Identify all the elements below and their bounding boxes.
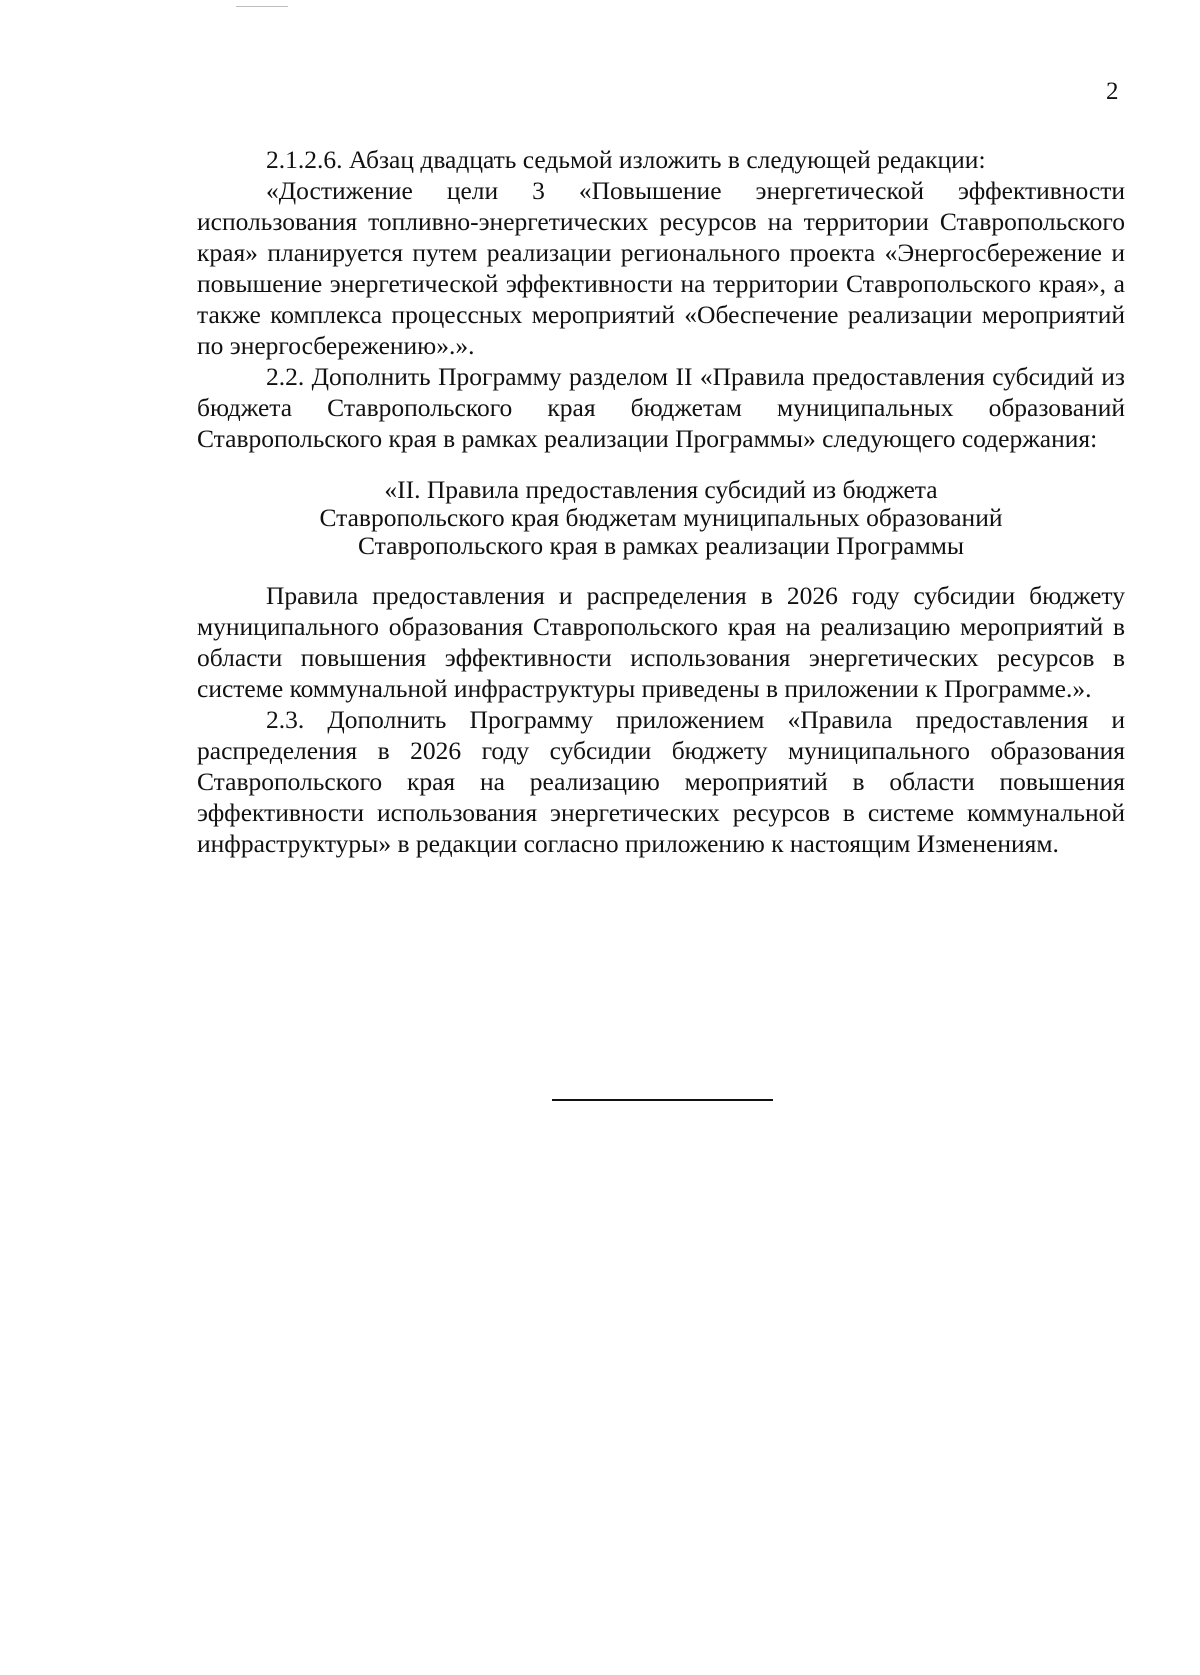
closing-divider-line <box>552 1099 773 1101</box>
page-number: 2 <box>1106 78 1119 105</box>
paragraph-rules-reference: Правила предоставления и распределения в 2026 году субсидии бюджету муниципального образования Ставропольского края на реализацию мероприятий в области повышения эффективности использования энергетических ресурсов в системе коммунальной инфраструктуры приведены в приложении к Программе.». <box>197 581 1125 703</box>
section-heading-line: Ставропольского края бюджетам муниципальных образований <box>319 503 1003 532</box>
paragraph-2-1-2-6: 2.1.2.6. Абзац двадцать седьмой изложить в следующей редакции: <box>266 145 986 174</box>
paragraph-goal-3-quote: «Достижение цели 3 «Повышение энергетической эффективности использования топливно-энергетических ресурсов на территории Ставропольского края» планируется путем реализации регионального проекта «Энергосбережение и повышение энергетической эффективности на территории Ставропольского края», а также комплекса процессных мероприятий «Обеспечение реализации мероприятий по энергосбережению».». <box>197 176 1125 360</box>
paragraph-2-2: 2.2. Дополнить Программу разделом II «Правила предоставления субсидий из бюджета Ставропольского края бюджетам муниципальных образований Ставропольского края в рамках реализации Программы» следующего содержания: <box>197 362 1125 453</box>
section-heading-line: «II. Правила предоставления субсидий из бюджета <box>384 475 938 504</box>
section-heading <box>197 476 1125 560</box>
document-body <box>197 144 1125 859</box>
section-heading-line: Ставропольского края в рамках реализации Программы <box>358 531 964 560</box>
scan-artifact-line <box>236 6 288 7</box>
paragraph-2-3: 2.3. Дополнить Программу приложением «Правила предоставления и распределения в 2026 году субсидии бюджету муниципального образования Ставропольского края на реализацию мероприятий в области повышения эффективности использования энергетических ресурсов в системе коммунальной инфраструктуры» в редакции согласно приложению к настоящим Изменениям. <box>197 705 1125 858</box>
